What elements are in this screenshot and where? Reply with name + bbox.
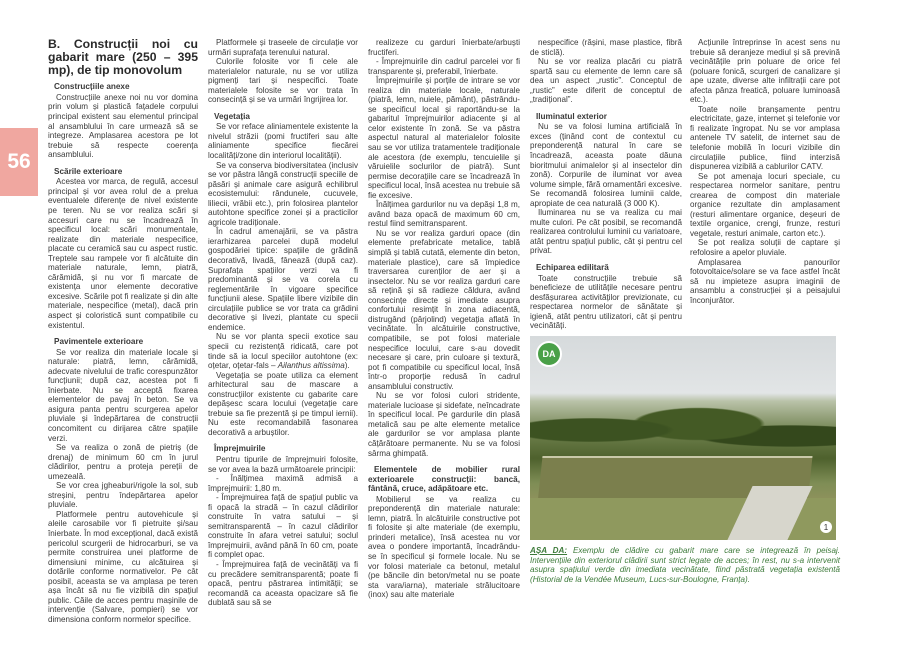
text-span: ). [344,361,350,371]
paragraph: Platformele și traseele de circulație vor urmări suprafața terenului natural. [208,38,358,57]
paragraph: În cadrul amenajării, se va păstra ierarhizarea parcelei după modelul gospodăriei tipice: spațiile de grădină decorativă, livadă, fânează (după caz). Suprafața spațiilor verzi va fi predominantă și se va corela cu reglementările în vigoare specifice funcțiunii alese. Spațiile libere vizibile din circulațiile publice se vor trata ca grădini decorative și livezi, plantate cu specii endemice. [208,227,358,332]
paragraph: Pentru tipurile de împrejmuiri folosite, se vor avea la bază următoarele principii: [208,454,358,474]
paragraph: Împrejmuirile și porțile de intrare se vor realiza din materiale locale, naturale (piatră, lemn, nuiele, pământ), păstrându-se specificul local și raportându-se la gabaritul împrejmuirilor adiacente și al celor existente în zonă. Se va păstra aspectul natural al materialelor folosite sau se vor utiliza tratamentele tradiționale ale acestora (de exemplu, tencuielile și văruielile soclurilor de piatră). Sunt permise decorațiile care se încadrează în specificul local, însă acestea nu trebuie să fie excesive. [368,76,520,200]
column-5 [690,38,840,305]
paragraph: Toate construcțiile trebuie să beneficieze de utilitățile necesare pentru desfășurarea activităților previzionate, cu respectarea normelor de sănătate și igienă, atât pentru utilizatori, cât și pentru vecinătăți. [530,273,682,331]
paragraph: Se va conserva biodiversitatea (inclusiv se vor păstra lângă construcții speciile de păsări și animale care asigură echilibrul ecosistemului: rândunele, cucuvele, liliecii, vrăbii etc.), prin folosirea plantelor autohtone specifice zonei și a practicilor agricole tradiționale. [208,160,358,227]
paragraph: - Împrejmuirile din cadrul parcelei vor fi transparente și, preferabil, înierbate. [368,57,520,76]
photo-number-badge [820,521,832,533]
paragraph: Nu se vor realiza garduri opace (din elemente prefabricate metalice, tablă simplă și tablă cutată, elemente din beton, materiale plastice), care să împiedice traversarea curenților de aer și a insectelor. Nu se vor realiza garduri care să rețină și să radieze căldura, având consecințe directe și imediate asupra confortului resimțit în zona adiacentă, distrugând (pârjolind) vegetația aflată în vecinătate. În alcătuirile constructive, compatibile, se pot folosi materiale nespecifice locului, care s-au dovedit necesare și care, prin culoare și textură, pot fi compatibile cu specificul local, însă într-o proporție redusă în cadrul ansamblului constructiv. [368,228,520,391]
paragraph: Iluminarea nu se va realiza cu mai multe culori. Pe cât posibil, se recomandă realizarea controlului luminii cu variatoare, atât pentru spațiul public, cât și pentru cel privat. [530,208,682,256]
paragraph: Acțiunile întreprinse în acest sens nu trebuie să deranjeze mediul și să prevină vecinătățile prin poluare de orice fel (poluare fonică, scurgeri de canalizare și ape uzate, diverse alte infiltrații care pot afecta pânza freatică, poluare luminoasă etc.). [690,38,840,105]
paragraph: Construcțiile anexe noi nu vor domina prin volum și plastică fațadele corpului principal existent sau elementul principal al ansamblului în care urmează să se integreze. Amplasarea acestora pe lot trebuie să respecte coerența ansamblului. [48,92,198,160]
column-3 [368,38,520,600]
heading-imprejmuirile: Împrejmuirile [214,444,266,454]
photo-caption [530,546,840,584]
paragraph: Nu se vor realiza placări cu piatră spartă sau cu elemente de lemn care să dea un aspect „rustic”. Conceptul de „rustic” este diferit de conceptul de „tradițional”. [530,57,682,105]
caption-label: AȘA DA: [530,546,568,555]
paragraph: Se vor reface aliniamentele existente la nivelul străzii (pomi fructiferi sau alte aliniamente specifice fiecărei localități/zone din interiorul localității). [208,122,358,161]
paragraph: Înălțimea gardurilor nu va depăși 1,8 m, având baza opacă de maximum 60 cm, restul fiind semitransparent. [368,200,520,229]
paragraph: nespecifice (rășini, mase plastice, fibră de sticlă). [530,38,682,57]
paragraph: Se vor realiza din materiale locale și naturale: piatră, lemn, cărămidă, adecvate nivelului de trafic corespunzător funcțiunii; după caz, acestea pot fi înierbate. Nu se acceptă fixarea elementelor de pavaj în beton. Se va asigura panta pentru scurgerea apelor pluviale și îndepărtarea de construcții concomitent cu dirijarea către spațiile verzi. [48,347,198,443]
photo-number: 1 [823,522,829,532]
section-title: B. Construcții noi cu gabarit mare (250 – 395 mp), de tip monovolum [48,37,198,77]
paragraph: Mobilierul se va realiza cu preponderență din materiale naturale: lemn, piatră. În alcătuirile constructive pot fi folosite și alte materiale (de exemplu, prinderi metalice), însă acestea nu vor avea o pondere importantă, încadrându-se în specificul și formele locale. Nu se vor folosi materiale ca betonul, metalul (pe băncile din beton/metal nu se poate sta vara/iarna), materiale strălucitoare (inox) sau alte materiale [368,494,520,600]
caption-text: Exemplu de clădire cu gabarit mare care se integrează în peisaj. Intervențiile din exteriorul clădirii sunt strict legate de acces; în rest, nu s-a intervenit asupra spațiului verde din imediata vecinătate, fiind păstrată vegetația existentă (Historial de la Vendée Museum, Lucs-sur-Boulogne, Franța). [530,546,840,584]
paragraph: Vegetația se poate utiliza ca element arhitectural sau de mascare a construcțiilor existente cu gabarite care depășesc scara locului (vegetație care trebuie sa fie prezentă și pe timpul iernii). Nu este recomandabilă fasonarea decorativă a arbuștilor. [208,370,358,437]
column-2 [208,38,358,608]
paragraph: Se pot amenaja locuri speciale, cu respectarea normelor sanitare, pentru crearea de compost din materiale organice rezultate din amplasament (resturi alimentare organice, deșeuri de textile organice, crengi, frunze, resturi vegetale, resturi animale, carton etc.). [690,171,840,238]
heading-mobilier-rural: Elementele de mobilier rural exterioarele construcții: bancă, fântână, cruce, adăpătoare etc. [368,465,520,494]
paragraph: Toate noile branșamente pentru electricitate, gaze, internet și telefonie vor fi realizate îngropat. Nu se vor amplasa antenele TV satelit, de internet sau de telefonie mobilă în locuri vizibile din circulațiile publice, fiind interzisă dispunerea vizibilă a cablurilor CATV. [690,104,840,172]
heading-scari-exterioare: Scările exterioare [54,166,123,176]
paragraph: Amplasarea panourilor fotovoltaice/solare se va face astfel încât să nu impieteze asupra imaginii de ansamblu a construcției și a peisajului înconjurător. [690,257,840,305]
building-photo [530,336,836,540]
paragraph: realizeze cu garduri înierbate/arbuști fructiferi. [368,38,520,57]
column-1 [48,38,198,624]
page-number: 56 [7,150,31,173]
da-badge [536,341,562,367]
heading-iluminatul-exterior: Iluminatul exterior [536,111,607,121]
heading-pavimente-exterioare: Pavimentele exterioare [54,337,144,347]
paragraph: Acestea vor marca, de regulă, accesul principal și vor avea rolul de a prelua eventualele diferențe de nivel existente pe teren. Nu se vor realiza scări și accesuri care nu se încadrează în specificul local: scări monumentale, realizate din materiale nespecifice, placate cu ceramică sau cu aspect rustic. Treptele sau rampele vor fi alcătuite din materiale naturale, lemn, piatră, cărămidă, și nu vor fi marcate de existența unor elemente decorative excesive. Scările pot fi realizate și din alte materiale, nespecifice (metal), dacă prin aspect și coloristică sunt compatibile cu existentul. [48,177,198,330]
column-4 [530,38,682,331]
da-badge-label: DA [542,349,556,359]
paragraph: - Înălțimea maximă admisă a împrejmuirii: 1,80 m. [208,474,358,493]
page-number-tab [0,128,38,196]
paragraph: Se pot realiza soluții de captare și refolosire a apelor pluviale. [690,238,840,258]
paragraph [208,332,358,370]
paragraph: - Împrejmuirea față de spațiul public va fi opacă la stradă – în cazul clădirilor construite în vatra satului – și semitransparentă – în cazul clădirilor construite în afara vetrei satului; soclul împrejmuirii, având până în 60 cm, poate fi complet opac. [208,493,358,560]
text-span: Nu se vor planta specii exotice sau specii cu rezistență ridicată, care pot tinde să ia locul speciilor autohtone (ex: oțetar, oțetar-fals – [208,332,358,371]
heading-echiparea-edilitara: Echiparea edilitară [536,263,609,273]
paragraph: Se va realiza o zonă de pietriș (de drenaj) de minimum 60 cm în jurul clădirilor, pentru a proteja pereții de umezeală. [48,443,198,481]
heading-vegetatia: Vegetația [214,111,250,121]
paragraph: Culorile folosite vor fi cele ale materialelor naturale, nu se vor utiliza pigmenți tari și nespecifici. Toate materialele folosite se vor trata în consecință și se va urmări îngrijirea lor. [208,57,358,105]
paragraph: Se vor crea jgheaburi/rigole la sol, sub streșini, pentru îndepărtarea apelor pluviale. [48,481,198,510]
paragraph: Nu se vor folosi culori stridente, materiale lucioase și sidefate, neîncadrate în specificul local. Pe gardurile din plasă metalică sau pe alte elemente metalice ale gardurilor se vor amplasa plante cățărătoare permanente. Nu se va folosi sârma ghimpată. [368,391,520,458]
species-name: Ailanthus altissima [277,361,345,371]
heading-constructii-anexe: Construcțiile anexe [54,82,130,92]
paragraph: - Împrejmuirea față de vecinătăți va fi cu precădere semitransparentă; poate fi opacă, pentru păstrarea intimității; se recomandă ca aceasta opacizare să fie dublată sau să se [208,559,358,608]
paragraph: Nu se va folosi lumina artificială în exces (ținând cont de contextul cu preponderență natural în care se încadrează, aceasta poate dăuna bioritmului animalelor și al insectelor din zonă). Corpurile de iluminat vor avea volume simple, fără ornamentări excesive. Se recomandă folosirea luminii calde, apropiate de cea naturală (3 000 K). [530,122,682,208]
paragraph: Platformele pentru autovehicule și aleile carosabile vor fi pietruite și/sau înierbate. În mod excepțional, dacă există pericolul scurgerii de hidrocarburi, se va permite construirea unei platforme de dimensiuni minime, cu alcătuirea și dotările conforme normativelor. Pe cât posibil, aceasta se va amplasa pe teren așa încât să nu fie vizibilă din spațiul public. Căile de acces pentru mașinile de intervenție (Salvare, pompieri) se vor dimensiona conform normelor specifice. [48,509,198,624]
